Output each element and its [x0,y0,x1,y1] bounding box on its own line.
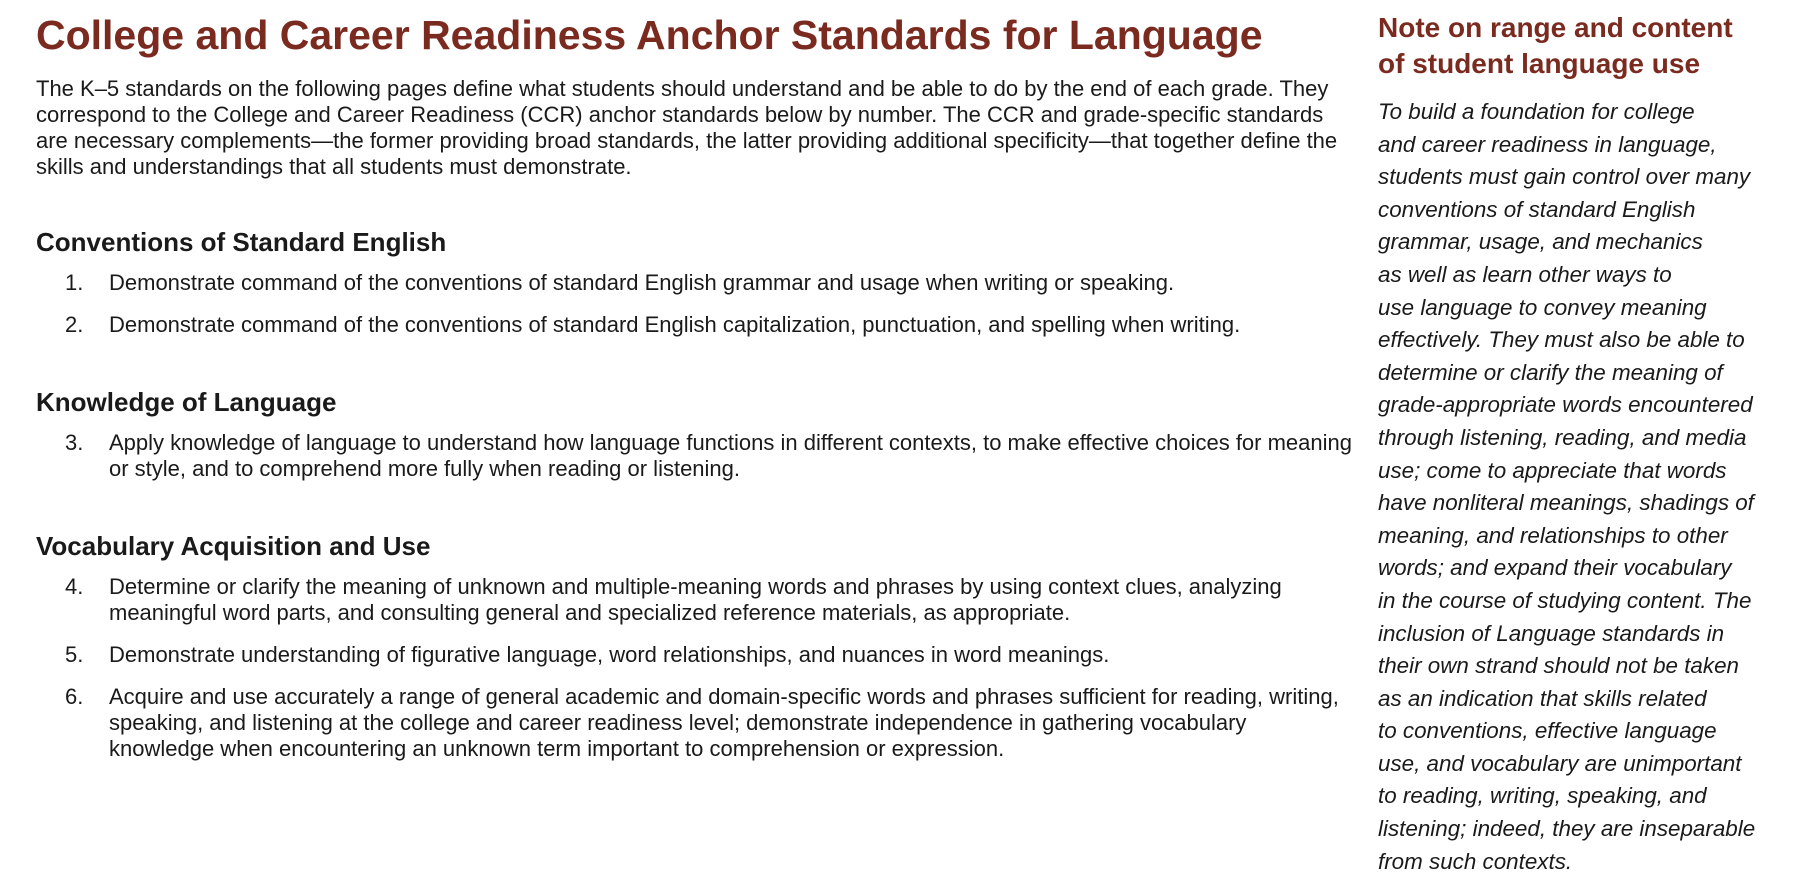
page-title: College and Career Readiness Anchor Standards for Language [36,12,1263,58]
sidebar-body-line: inclusion of Language standards in [1378,620,1725,646]
sidebar-heading [1378,10,1798,82]
sidebar-body-line: in the course of studying content. The [1378,587,1752,613]
standard-item [36,312,1356,338]
standard-number-cell [36,642,109,668]
sidebar-body-line: through listening, reading, and media [1378,424,1747,450]
section-knowledge [36,386,1356,482]
standard-number-cell [36,312,109,338]
standard-text: Demonstrate understanding of figurative language, word relationships, and nuances in word meanings. [109,642,1110,667]
sidebar-body-line: use; come to appreciate that words [1378,457,1727,483]
sidebar-body-line: grade-appropriate words encountered [1378,392,1753,418]
standard-item [36,642,1356,668]
standard-text: Determine or clarify the meaning of unknown and multiple-meaning words and phrases by using context clues, analyzing meaningful word parts, and consulting general and specialized reference materials, as appropriate. [109,574,1282,625]
sidebar-body-line: To build a foundation for college [1378,99,1695,124]
sidebar-body-line: as well as learn other ways to [1378,261,1672,287]
standard-number: 6. [65,684,84,709]
standard-number-cell [36,684,109,762]
standard-item [36,574,1356,626]
sidebar-body-line: as an indication that skills related [1378,685,1707,711]
section-heading: Conventions of Standard English [36,227,447,257]
sidebar-body-line: determine or clarify the meaning of [1378,359,1723,385]
standard-item [36,270,1356,296]
standard-item [36,684,1356,762]
sidebar-body-line: students must gain control over many [1378,164,1751,190]
standard-number-cell [36,270,109,296]
sidebar-body-line: conventions of standard English [1378,196,1696,222]
standard-number: 2. [65,312,84,337]
section-heading: Knowledge of Language [36,387,337,417]
sidebar-body-line: to reading, writing, speaking, and [1378,783,1707,809]
sidebar-body-line: meaning, and relationships to other [1378,522,1728,548]
section-vocabulary [36,530,1356,762]
standard-number: 5. [65,642,84,667]
sidebar-heading-line: Note on range and content [1378,12,1733,43]
sidebar-body-line: their own strand should not be taken [1378,653,1739,679]
standard-text: Demonstrate command of the conventions of standard English capitalization, punctuation, and spelling when writing. [109,312,1241,337]
sidebar-body-line: and career readiness in language, [1378,131,1717,157]
standard-item [36,430,1356,482]
sidebar-body-line: grammar, usage, and mechanics [1378,229,1703,255]
sidebar-body [1378,96,1798,878]
sidebar-body-line: to conventions, effective language [1378,718,1717,744]
standard-text: Demonstrate command of the conventions of standard English grammar and usage when writing or speaking. [109,270,1175,295]
sidebar-body-line: from such contexts. [1378,848,1573,874]
standard-number: 4. [65,574,84,599]
sidebar-body-line: words; and expand their vocabulary [1378,555,1732,581]
main-content [36,10,1356,762]
standard-text: Acquire and use accurately a range of general academic and domain-specific words and phrases sufficient for reading, writing, speaking, and listening at the college and career readiness level; demonstrate independence in gathering vocabulary knowledge when encountering an unknown term important to comprehension or expression. [109,684,1339,761]
sidebar-body-line: have nonliteral meanings, shadings of [1378,490,1754,516]
standard-number-cell [36,430,109,482]
standard-number: 1. [65,270,84,295]
sidebar-body-line: use language to convey meaning [1378,294,1707,320]
section-heading: Vocabulary Acquisition and Use [36,531,431,561]
section-conventions [36,226,1356,338]
standard-number-cell [36,574,109,626]
sidebar-body-line: use, and vocabulary are unimportant [1378,750,1742,776]
standard-text: Apply knowledge of language to understand how language functions in different contexts, to make effective choices for meaning or style, and to comprehend more fully when reading or listening. [109,430,1352,481]
sidebar-body-line: listening; indeed, they are inseparable [1378,816,1756,842]
standards-list [36,270,1356,338]
sidebar-note [1378,10,1798,878]
standard-number: 3. [65,430,84,455]
standards-list [36,430,1356,482]
sidebar-heading-line: of student language use [1378,48,1701,79]
standards-list [36,574,1356,762]
sidebar-body-line: effectively. They must also be able to [1378,327,1745,353]
intro-paragraph: The K–5 standards on the following pages define what students should understand and be able to do by the end of each grade. They correspond to the College and Career Readiness (CCR) anchor standards below by number. The CCR and grade-specific standards are necessary complements—the former providing broad standards, the latter providing additional specificity—that together define the skills and understandings that all students must demonstrate. [36,76,1338,179]
